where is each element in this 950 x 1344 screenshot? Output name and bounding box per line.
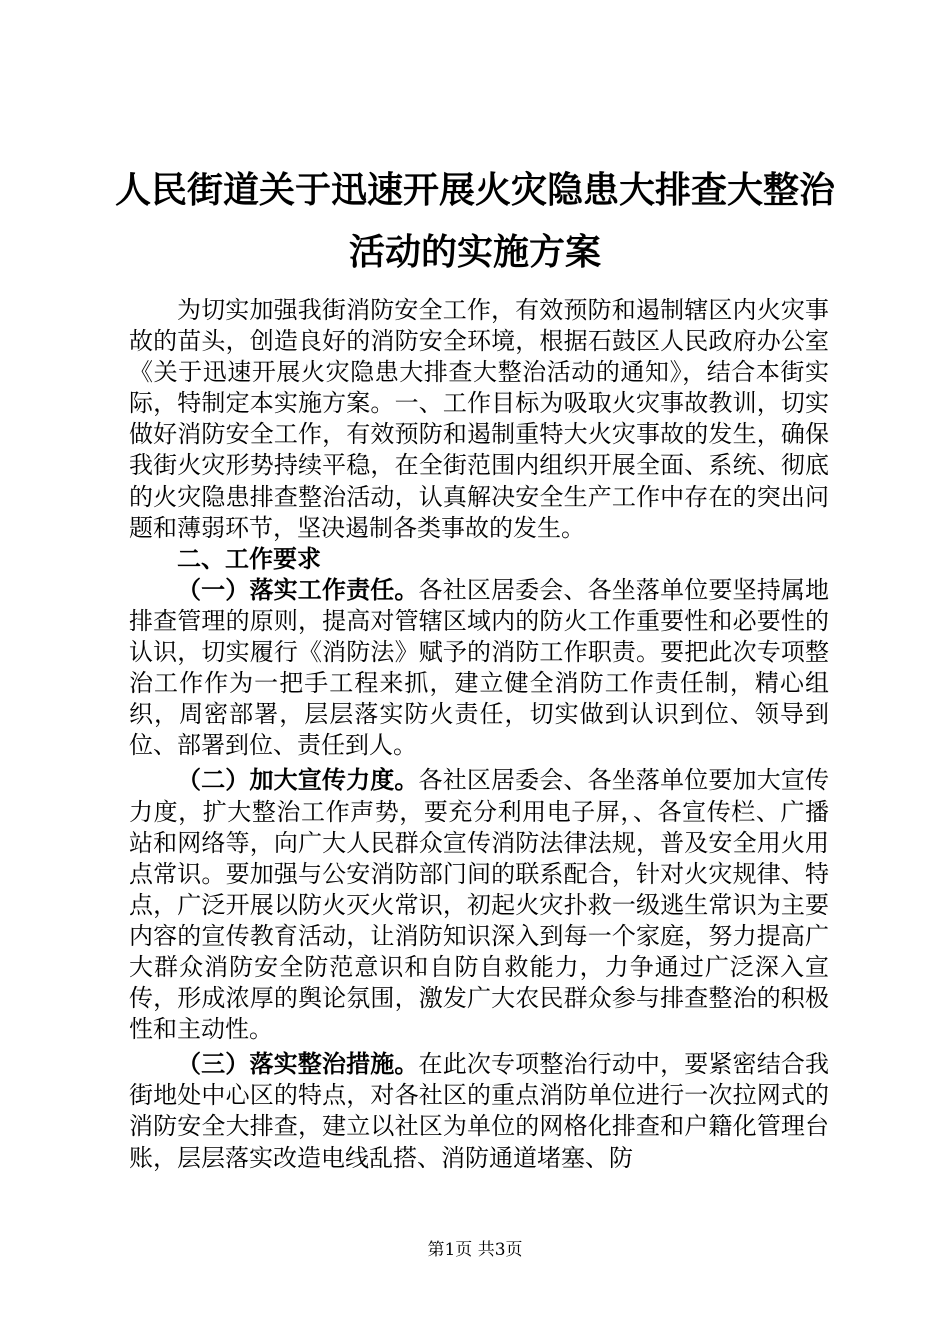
document-body <box>129 295 829 1174</box>
requirement-item-1-title: （一）落实工作责任。 <box>177 575 419 604</box>
requirement-item-3-body: 在此次专项整治行动中，要紧密结合我街地处中心区的特点，对各社区的重点消防单位进行一次拉网式的消防安全大排查，建立以社区为单位的网格化排查和户籍化管理台账，层层落实改造电线乱搭、消防通道堵塞、防 <box>129 1050 830 1172</box>
requirement-item-2-body: 各社区居委会、各坐落单位要加大宣传力度，扩大整治工作声势，要充分利用电子屏，、各宣传栏、广播站和网络等，向广大人民群众宣传消防法律法规，普及安全用火用点常识。要加强与公安消防部门间的联系配合，针对火灾规律、特点，广泛开展以防火灭火常识，初起火灾扑救一级逃生常识为主要内容的宣传教育活动，让消防知识深入到每一个家庭，努力提高广大群众消防安全防范意识和自防自救能力，力争通过广泛深入宣传，形成浓厚的舆论氛围，激发广大农民群众参与排查整治的积极性和主动性。 <box>129 766 830 1044</box>
requirement-item-3 <box>129 1049 829 1173</box>
section-heading-requirements: 二、工作要求 <box>177 544 321 573</box>
requirement-item-3-title: （三）落实整治措施。 <box>177 1050 419 1079</box>
title-line-2: 活动的实施方案 <box>348 232 601 273</box>
requirement-item-2-title: （二）加大宣传力度。 <box>177 766 419 795</box>
title-line-1: 人民街道关于迅速开展火灾隐患大排查大整治 <box>114 170 835 211</box>
page-number: 第1页 共3页 <box>427 1240 523 1260</box>
requirement-item-1 <box>129 575 829 762</box>
page-footer <box>0 1238 950 1262</box>
requirement-item-1-body: 各社区居委会、各坐落单位要坚持属地排查管理的原则，提高对管辖区域内的防火工作重要性和必要性的认识，切实履行《消防法》赋予的消防工作职责。要把此次专项整治工作作为一把手工程来抓，建立健全消防工作责任制，精心组织，周密部署，层层落实防火责任，切实做到认识到位、领导到位、部署到位、责任到人。 <box>129 575 830 760</box>
intro-paragraph: 为切实加强我街消防安全工作，有效预防和遏制辖区内火灾事故的苗头，创造良好的消防安全环境，根据石鼓区人民政府办公室《关于迅速开展火灾隐患大排查大整治活动的通知》，结合本街实际，特制定本实施方案。一、工作目标为吸取火灾事故教训，切实做好消防安全工作，有效预防和遏制重特大火灾事故的发生，确保我街火灾形势持续平稳，在全街范围内组织开展全面、系统、彻底的火灾隐患排查整治活动，认真解决安全生产工作中存在的突出问题和薄弱环节，坚决遏制各类事故的发生。 <box>129 296 829 542</box>
requirement-item-2 <box>129 765 829 1045</box>
document-title <box>100 160 850 284</box>
